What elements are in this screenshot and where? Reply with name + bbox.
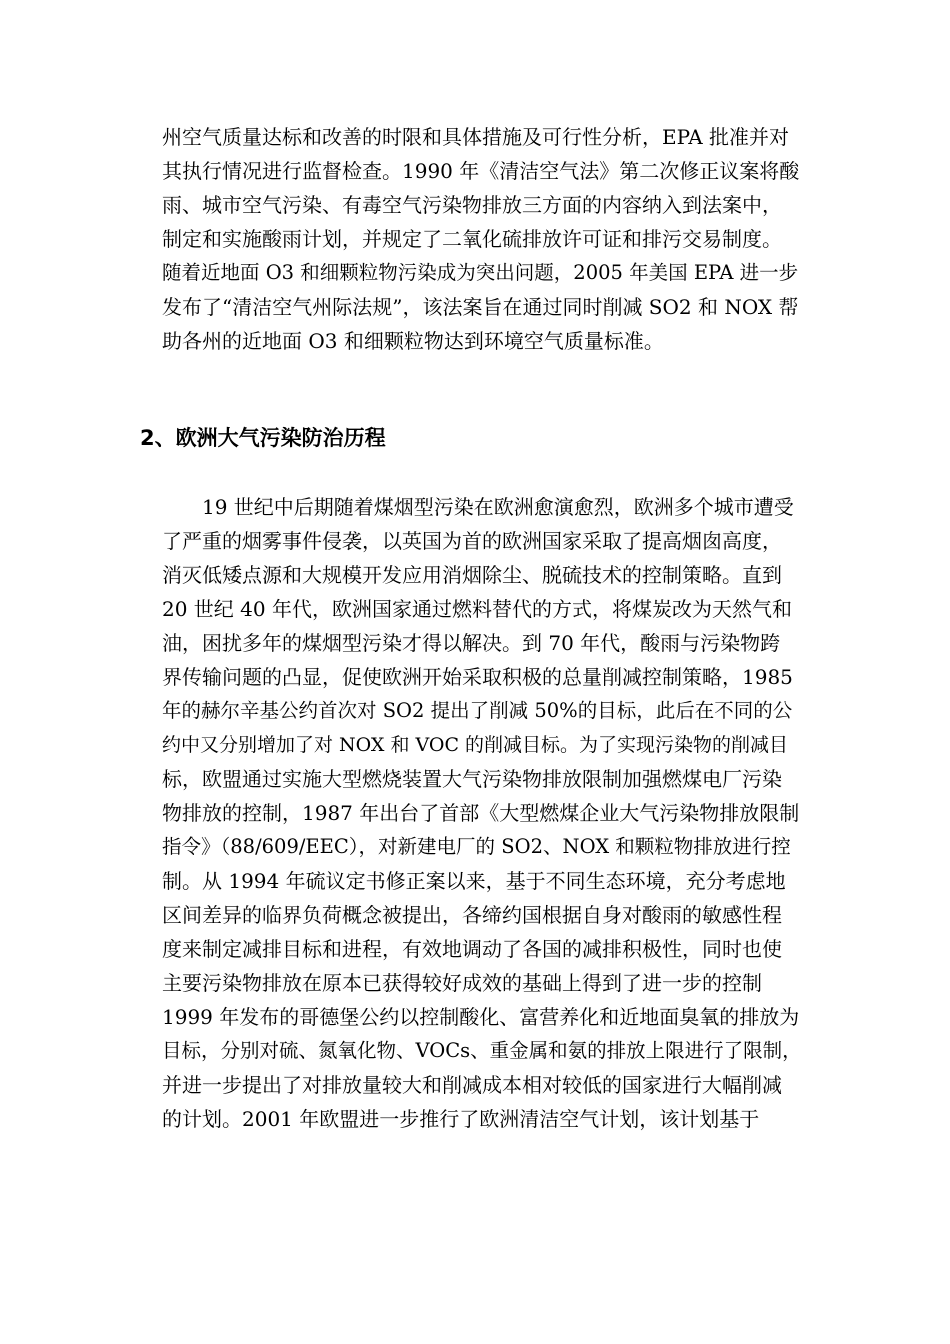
text-line: 的计划。2001 年欧盟进一步推行了欧洲清洁空气计划，该计划基于 bbox=[162, 1107, 760, 1131]
text-line: 度来制定减排目标和进程，有效地调动了各国的减排积极性，同时也使 bbox=[162, 937, 782, 961]
text-line: 1999 年发布的哥德堡公约以控制酸化、富营养化和近地面臭氧的排放为 bbox=[162, 1005, 800, 1029]
text-line: 消灭低矮点源和大规模开发应用消烟除尘、脱硫技术的控制策略。直到 bbox=[162, 563, 782, 587]
text-line: 标，欧盟通过实施大型燃烧装置大气污染物排放限制加强燃煤电厂污染 bbox=[162, 767, 782, 791]
text-line: 约中又分别增加了对 NOX 和 VOC 的削减目标。为了实现污染物的削减目 bbox=[162, 734, 789, 756]
text-line: 区间差异的临界负荷概念被提出，各缔约国根据自身对酸雨的敏感性程 bbox=[162, 903, 782, 927]
text-line: 了严重的烟雾事件侵袭，以英国为首的欧洲国家采取了提高烟囱高度， bbox=[162, 529, 782, 553]
text-line: 州空气质量达标和改善的时限和具体措施及可行性分析，EPA 批准并对 bbox=[162, 125, 790, 149]
text-line: 目标，分别对硫、氮氧化物、VOCs、重金属和氨的排放上限进行了限制， bbox=[162, 1039, 802, 1062]
text-line: 20 世纪 40 年代，欧洲国家通过燃料替代的方式，将煤炭改为天然气和 bbox=[162, 597, 792, 621]
text-line: 油，困扰多年的煤烟型污染才得以解决。到 70 年代，酸雨与污染物跨 bbox=[162, 631, 781, 655]
text-line: 随着近地面 O3 和细颗粒物污染成为突出问题，2005 年美国 EPA 进一步 bbox=[162, 261, 799, 284]
text-line: 主要污染物排放在原本已获得较好成效的基础上得到了进一步的控制 bbox=[162, 971, 762, 995]
text-line: 指令》（88/609/EEC），对新建电厂的 SO2、NOX 和颗粒物排放进行控 bbox=[162, 835, 791, 858]
text-line: 其执行情况进行监督检查。1990 年《清洁空气法》第二次修正议案将酸 bbox=[162, 159, 800, 183]
text-line: 界传输问题的凸显，促使欧洲开始采取积极的总量削减控制策略，1985 bbox=[162, 665, 793, 689]
text-line: 19 世纪中后期随着煤烟型污染在欧洲愈演愈烈，欧洲多个城市遭受 bbox=[202, 495, 794, 519]
text-line: 发布了“清洁空气州际法规”，该法案旨在通过同时削减 SO2 和 NOX 帮 bbox=[162, 295, 799, 319]
text-line: 年的赫尔辛基公约首次对 SO2 提出了削减 50%的目标，此后在不同的公 bbox=[162, 699, 793, 722]
text-line: 并进一步提出了对排放量较大和削减成本相对较低的国家进行大幅削减 bbox=[162, 1073, 782, 1097]
text-line: 制。从 1994 年硫议定书修正案以来，基于不同生态环境，充分考虑地 bbox=[162, 869, 786, 893]
text-line: 雨、城市空气污染、有毒空气污染物排放三方面的内容纳入到法案中， bbox=[162, 193, 782, 217]
text-line: 物排放的控制，1987 年出台了首部《大型燃煤企业大气污染物排放限制 bbox=[162, 801, 800, 825]
section-heading: 2、欧洲大气污染防治历程 bbox=[140, 426, 386, 450]
text-line: 助各州的近地面 O3 和细颗粒物达到环境空气质量标准。 bbox=[162, 329, 664, 353]
text-line: 制定和实施酸雨计划，并规定了二氧化硫排放许可证和排污交易制度。 bbox=[162, 227, 782, 251]
